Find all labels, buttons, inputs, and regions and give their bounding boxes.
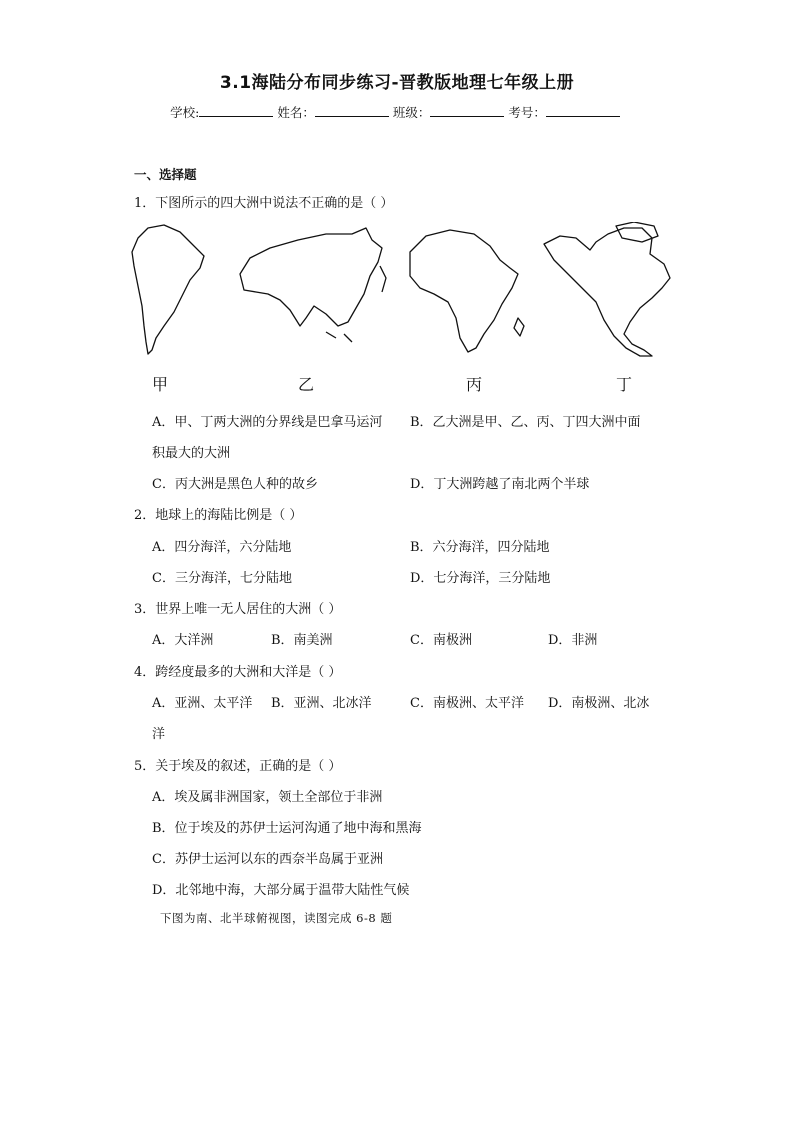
q5-option-a: A．埃及属非洲国家，领土全部位于非洲 bbox=[152, 790, 383, 805]
q3-option-c: C．南极洲 bbox=[410, 633, 472, 648]
q2-stem: 2．地球上的海陆比例是（ ） bbox=[134, 508, 303, 523]
map-label-yi: 乙 bbox=[298, 375, 315, 394]
q4-option-d-line1: D．南极洲、北冰 bbox=[548, 696, 650, 711]
map-label-ding: 丁 bbox=[616, 375, 633, 394]
q4-option-c: C．南极洲、太平洋 bbox=[410, 696, 524, 711]
south-america-outline bbox=[132, 225, 204, 354]
q2-option-a: A．四分海洋，六分陆地 bbox=[152, 540, 292, 555]
africa-outline bbox=[410, 230, 518, 352]
q1-option-b-line1: B．乙大洲是甲、乙、丙、丁四大洲中面 bbox=[410, 415, 641, 430]
q4-stem: 4．跨经度最多的大洲和大洋是（ ） bbox=[134, 665, 342, 680]
exam-no-label: 考号： bbox=[508, 105, 546, 120]
q1-option-c: C．丙大洲是黑色人种的故乡 bbox=[152, 477, 318, 492]
north-america-outline bbox=[544, 228, 670, 356]
madagascar-outline bbox=[514, 318, 524, 336]
q4-option-b: B．亚洲、北冰洋 bbox=[271, 696, 372, 711]
q1-option-d: D．丁大洲跨越了南北两个半球 bbox=[410, 477, 590, 492]
q1-option-a: A．甲、丁两大洲的分界线是巴拿马运河 bbox=[152, 415, 383, 430]
exam-no-blank bbox=[546, 104, 620, 117]
class-label: 班级： bbox=[392, 105, 431, 120]
q2-option-d: D．七分海洋，三分陆地 bbox=[410, 571, 551, 586]
q1-stem: 1．下图所示的四大洲中说法不正确的是（ ） bbox=[134, 196, 394, 211]
q1-option-b-line2: 积最大的大洲 bbox=[152, 446, 231, 461]
student-info-line bbox=[0, 103, 794, 121]
sea-islands-outline bbox=[326, 332, 352, 342]
section-title: 一、选择题 bbox=[134, 167, 197, 182]
figure-note: 下图为南、北半球俯视图，读图完成 6-8 题 bbox=[160, 911, 393, 925]
name-blank bbox=[315, 104, 389, 117]
school-blank bbox=[199, 104, 273, 117]
q3-option-a: A．大洋洲 bbox=[152, 633, 214, 648]
eurasia-outline bbox=[240, 228, 382, 326]
page-title: 3.1海陆分布同步练习-晋教版地理七年级上册 bbox=[219, 73, 575, 93]
q2-option-b: B．六分海洋，四分陆地 bbox=[410, 540, 550, 555]
q3-option-b: B．南美洲 bbox=[271, 633, 333, 648]
continents-map bbox=[130, 222, 690, 362]
japan-outline bbox=[380, 266, 386, 292]
q4-option-a: A．亚洲、太平洋 bbox=[152, 696, 253, 711]
map-label-bing: 丙 bbox=[466, 375, 483, 394]
class-blank bbox=[430, 104, 504, 117]
q5-option-d: D．北邻地中海，大部分属于温带大陆性气候 bbox=[152, 883, 410, 898]
name-label: 姓名： bbox=[277, 105, 315, 120]
q5-option-c: C．苏伊士运河以东的西奈半岛属于亚洲 bbox=[152, 852, 383, 867]
greenland-outline bbox=[616, 222, 658, 242]
q3-stem: 3．世界上唯一无人居住的大洲（ ） bbox=[134, 602, 342, 617]
q4-option-d-line2: 洋 bbox=[152, 727, 166, 742]
map-label-jia: 甲 bbox=[152, 375, 169, 394]
q5-option-b: B．位于埃及的苏伊士运河沟通了地中海和黑海 bbox=[152, 821, 422, 836]
q2-option-c: C．三分海洋，七分陆地 bbox=[152, 571, 292, 586]
q5-stem: 5．关于埃及的叙述，正确的是（ ） bbox=[134, 759, 342, 774]
q3-option-d: D．非洲 bbox=[548, 633, 598, 648]
school-label: 学校: bbox=[170, 105, 200, 120]
